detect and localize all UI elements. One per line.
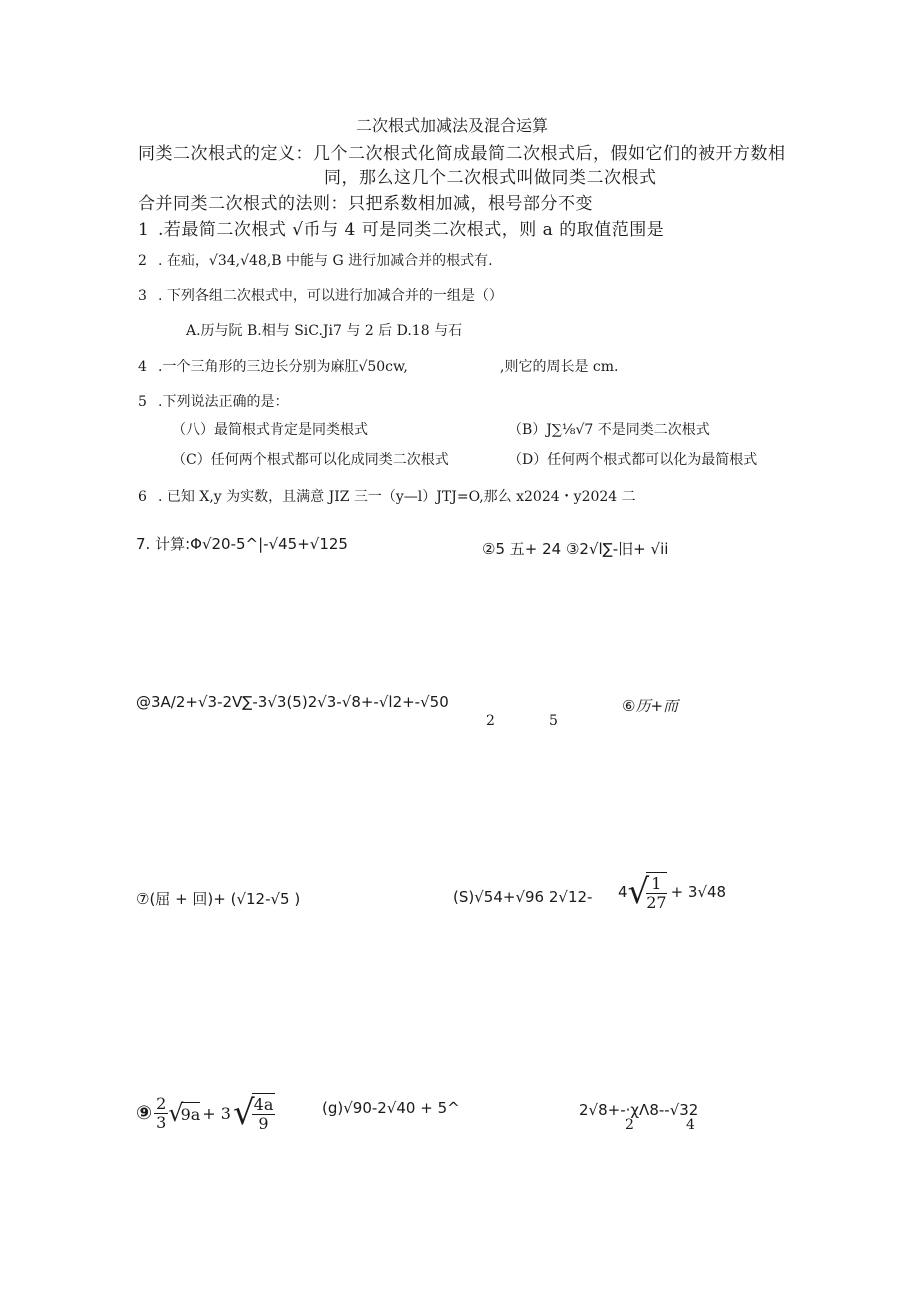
question-7-part-2-3: ②5 五+ 24 ③2√l∑-旧+ √ii bbox=[482, 540, 669, 558]
question-3 bbox=[138, 285, 503, 305]
question-7-part-10: (g)√90-2√40 + 5^ bbox=[322, 1099, 460, 1117]
question-4 bbox=[138, 356, 408, 376]
definition-line-1: 同类二次根式的定义：几个二次根式化简成最简二次根式后，假如它们的被开方数相 bbox=[138, 144, 786, 164]
fraction bbox=[154, 1095, 168, 1132]
question-7-part-11: 2√8+-·χΛ8--√32 bbox=[579, 1101, 699, 1119]
question-number: 4 bbox=[138, 359, 147, 375]
question-2 bbox=[138, 250, 493, 270]
question-text: .一个三角形的三边长分别为麻肛√50cw, bbox=[158, 359, 408, 375]
question-5-option-a: （八）最简根式肯定是同类根式 bbox=[172, 422, 368, 438]
fraction-denominator: 3 bbox=[156, 1112, 167, 1132]
fraction-denominator: 5 bbox=[549, 713, 558, 729]
question-text: . 下列各组二次根式中，可以进行加减合并的一组是（） bbox=[158, 288, 503, 304]
question-7-part-4-5: @3A/2+√3-2V∑-3√3(5)2√3-√8+-√l2+-√50 bbox=[136, 693, 449, 711]
question-7-part-7: ⑦(屈 + 回)+ (√12-√5 ) bbox=[136, 890, 301, 908]
radicand: 9a bbox=[181, 1102, 201, 1124]
expression-tail: + 3√48 bbox=[670, 883, 727, 901]
question-7-part-6: ⑥历+而 bbox=[622, 697, 679, 715]
fraction-denominator: 9 bbox=[258, 1114, 269, 1133]
radical bbox=[168, 1101, 200, 1125]
page-title: 二次根式加减法及混合运算 bbox=[356, 116, 549, 135]
merge-rule: 合并同类二次根式的法则：只把系数相加减，根号部分不变 bbox=[138, 194, 593, 214]
question-5-option-c: （C）任何两个根式都可以化成同类二次根式 bbox=[172, 452, 449, 468]
question-7-part-8: (S)√54+√96 2√12- bbox=[453, 888, 593, 906]
radical-fraction-expression bbox=[618, 872, 726, 912]
question-number: 5 bbox=[138, 394, 147, 410]
radical-sign-icon: √ bbox=[168, 1099, 184, 1127]
fraction-denominator: 27 bbox=[646, 893, 667, 912]
question-5-option-d: （D）任何两个根式都可以化为最简根式 bbox=[508, 452, 758, 468]
question-number: 2 bbox=[138, 253, 147, 269]
question-number: 6 bbox=[138, 489, 147, 505]
fraction bbox=[252, 1096, 276, 1133]
fraction-denominator: 4 bbox=[686, 1117, 695, 1133]
question-text: . 已知 X,y 为实数，且满意 JIZ 三一（y—l）JTJ=O,那么 x2024・y2024 二 bbox=[158, 489, 636, 505]
fraction bbox=[646, 875, 666, 912]
question-3-options: A.历与阮 B.相与 SiC.Ji7 与 2 后 D.18 与石 bbox=[186, 323, 463, 339]
question-4-tail: ,则它的周长是 cm. bbox=[500, 359, 619, 375]
question-7-part-1: 7. 计算:Φ√20-5^|-√45+√125 bbox=[136, 535, 348, 553]
fraction-numerator: 1 bbox=[646, 875, 666, 894]
question-6 bbox=[138, 486, 636, 506]
question-text: . 在疝，√34,√48,B 中能与 G 进行加减合并的根式有. bbox=[158, 253, 493, 269]
radical bbox=[233, 1093, 275, 1133]
question-number: 1 bbox=[138, 220, 150, 240]
radical-sign-icon: √ bbox=[232, 1093, 255, 1133]
question-text: .下列说法正确的是： bbox=[158, 394, 289, 410]
question-5-option-b: （B）J∑⅛√7 不是同类二次根式 bbox=[508, 422, 710, 438]
question-number: 3 bbox=[138, 288, 147, 304]
question-7-part-9 bbox=[136, 1093, 275, 1133]
radical bbox=[628, 872, 667, 912]
fraction-denominator: 2 bbox=[486, 713, 495, 729]
definition-line-2: 同，那么这几个二次根式叫做同类二次根式 bbox=[324, 168, 657, 188]
part-9-marker: ⑨ bbox=[136, 1102, 153, 1124]
question-1 bbox=[138, 215, 664, 240]
question-text: .若最简二次根式 √币与 4 可是同类二次根式，则 a 的取值范围是 bbox=[158, 220, 665, 240]
expression-operator: + 3 bbox=[202, 1103, 231, 1123]
question-5 bbox=[138, 391, 288, 411]
fraction-numerator: 2 bbox=[156, 1093, 167, 1113]
radical-coefficient: 4 bbox=[618, 883, 628, 901]
radicand bbox=[252, 1093, 276, 1133]
radical-sign-icon: √ bbox=[627, 872, 650, 912]
fraction-numerator: 4a bbox=[253, 1095, 274, 1114]
fraction-denominator: 2 bbox=[625, 1117, 634, 1133]
radicand bbox=[646, 872, 666, 912]
